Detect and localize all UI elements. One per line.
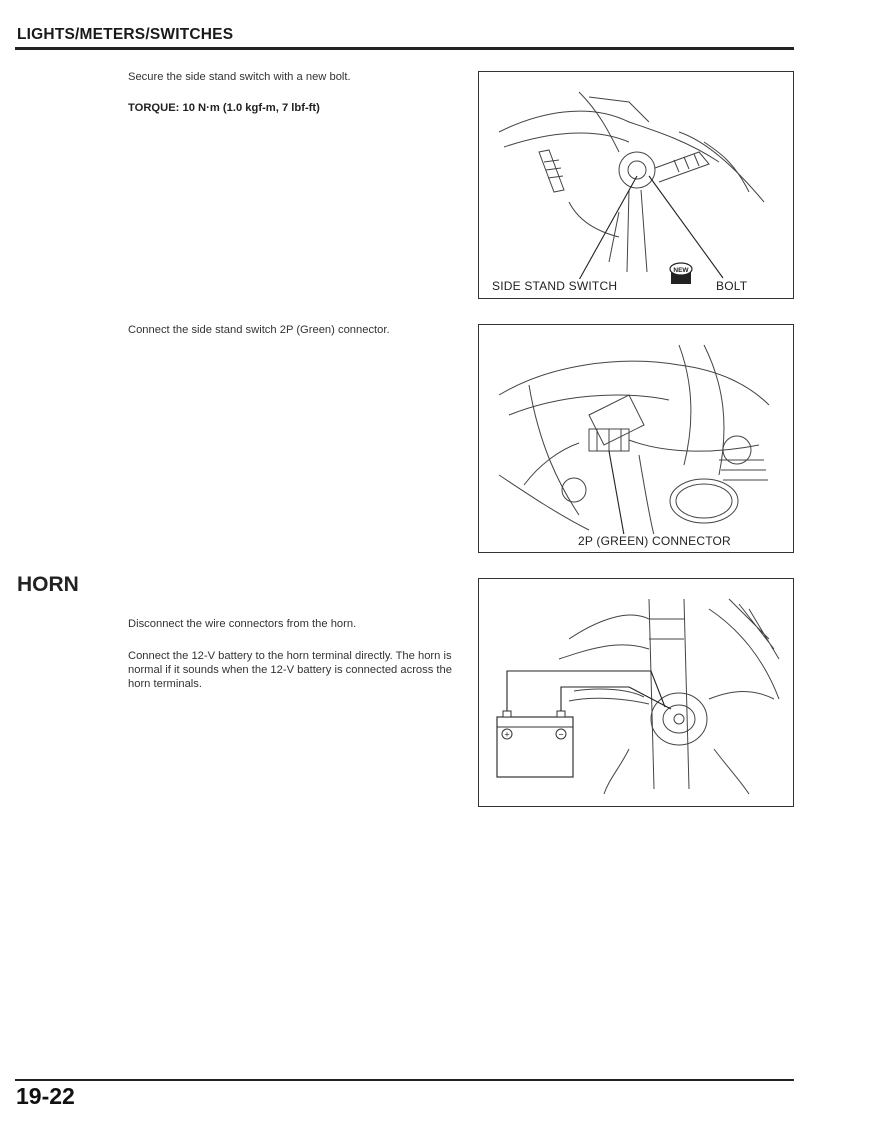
label-side-stand-switch: SIDE STAND SWITCH <box>492 279 618 293</box>
svg-text:+: + <box>504 729 510 740</box>
footer-rule <box>15 1079 794 1081</box>
figure-2p-connector <box>478 324 794 553</box>
svg-text:NEW: NEW <box>673 267 689 274</box>
horn-step-battery-test: Connect the 12-V battery to the horn terminal directly. The horn is normal if it sounds when the 12-V battery is connected across the horn terminals. <box>128 650 452 690</box>
horn-test-illustration <box>479 579 793 806</box>
page-header-title: LIGHTS/METERS/SWITCHES <box>17 26 234 43</box>
connector-illustration <box>479 325 793 552</box>
battery-12v <box>497 711 573 777</box>
horn-step-disconnect: Disconnect the wire connectors from the horn. <box>128 618 357 630</box>
side-stand-illustration <box>479 72 793 298</box>
new-part-icon <box>670 263 692 284</box>
page-number: 19-22 <box>16 1083 75 1109</box>
svg-text:−: − <box>558 729 564 740</box>
header-rule <box>15 47 794 50</box>
label-2p-green-connector: 2P (GREEN) CONNECTOR <box>578 534 731 548</box>
figure-horn-test <box>478 578 794 807</box>
label-bolt: BOLT <box>716 279 748 293</box>
torque-spec: TORQUE: 10 N·m (1.0 kgf-m, 7 lbf-ft) <box>128 102 320 114</box>
horn-section-heading: HORN <box>17 573 79 596</box>
side-stand-instruction: Secure the side stand switch with a new bolt. <box>128 71 351 83</box>
connector-instruction: Connect the side stand switch 2P (Green) connector. <box>128 324 390 336</box>
figure-side-stand-switch <box>478 71 794 299</box>
